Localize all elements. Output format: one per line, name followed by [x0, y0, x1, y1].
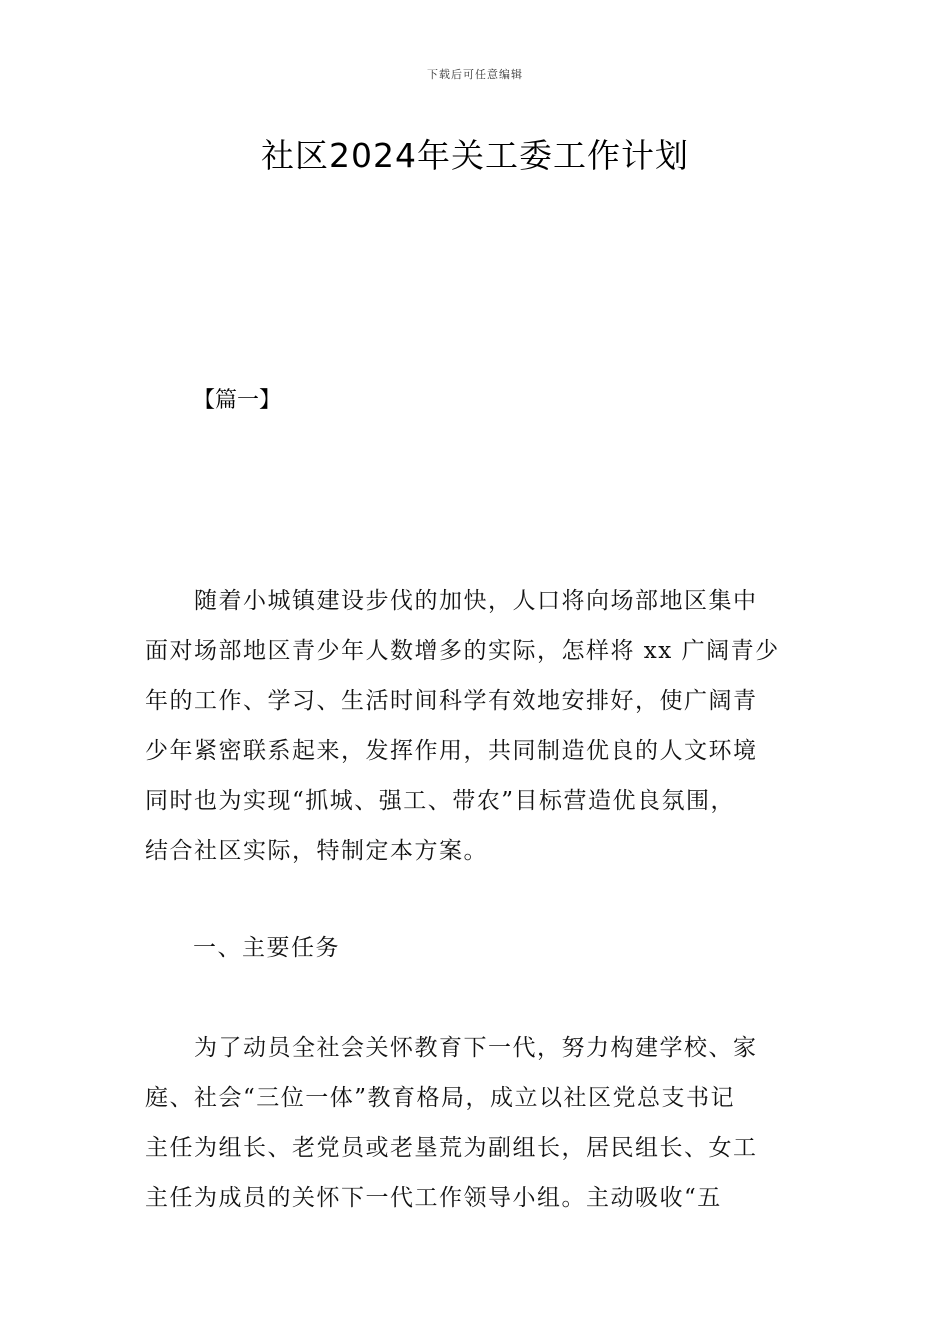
paragraph-line: 同时也为实现“抓城、强工、带农”目标营造优良氛围，: [145, 788, 736, 814]
header-note: 下载后可任意编辑: [427, 68, 523, 81]
paragraph-line: 主任为组长、老党员或老垦荒为副组长，居民组长、女工: [145, 1135, 758, 1161]
paragraph-line: 结合社区实际，特制定本方案。: [145, 838, 488, 864]
document-title: 社区2024年关工委工作计划: [261, 136, 689, 175]
paragraph-line: 为了动员全社会关怀教育下一代，努力构建学校、家: [145, 1035, 758, 1061]
section-heading-main-tasks: 一、主要任务: [193, 935, 340, 961]
paragraph-line: 主任为成员的关怀下一代工作领导小组。主动吸收“五: [145, 1185, 722, 1211]
paragraph-line: 随着小城镇建设步伐的加快，人口将向场部地区集中: [145, 588, 758, 614]
paragraph-main-tasks: [145, 1023, 810, 1223]
paragraph-intro: [145, 576, 810, 876]
paragraph-line: 少年紧密联系起来，发挥作用，共同制造优良的人文环境: [145, 738, 758, 764]
paragraph-line: 年的工作、学习、生活时间科学有效地安排好，使广阔青: [145, 688, 758, 714]
paragraph-line: 面对场部地区青少年人数增多的实际，怎样将 xx 广阔青少: [145, 638, 780, 664]
section-label: 【篇一】: [193, 388, 282, 413]
paragraph-line: 庭、社会“三位一体”教育格局，成立以社区党总支书记: [145, 1085, 736, 1111]
